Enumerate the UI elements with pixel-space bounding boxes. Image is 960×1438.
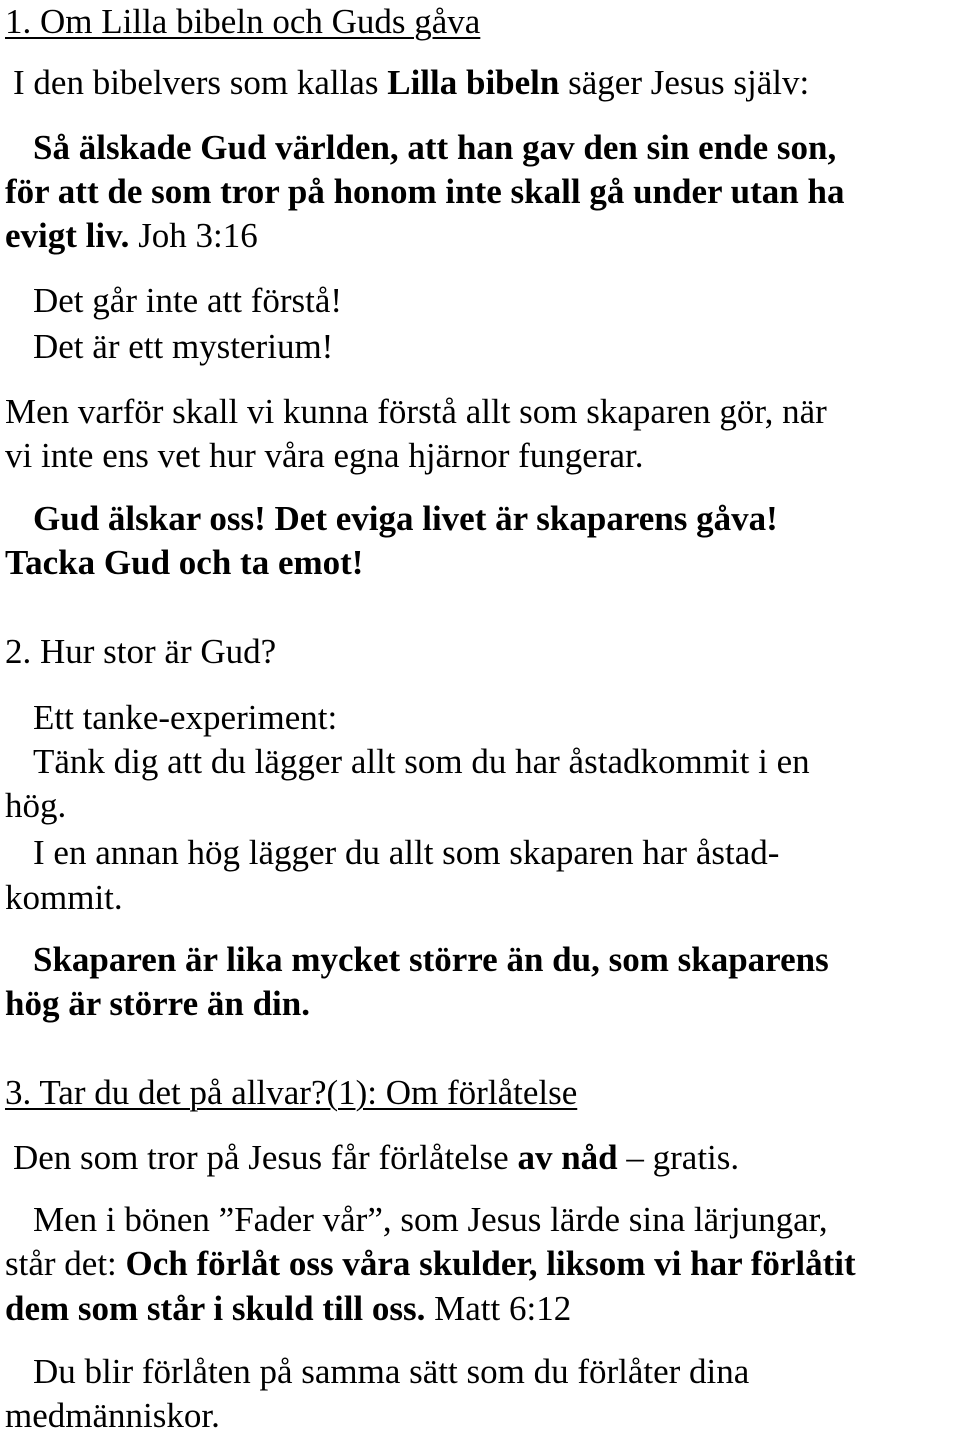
other-pile-line-1: I en annan hög lägger du allt som skaparen har åstad- <box>33 833 780 872</box>
think-line-2: hög. <box>5 786 67 825</box>
prayer-line-1: Men i bönen ”Fader vår”, som Jesus lärde sina lärjungar, <box>33 1200 828 1239</box>
mystery-line: Det är ett mysterium! <box>33 327 334 366</box>
forgiven-line-1: Du blir förlåten på samma sätt som du förlåter dina <box>33 1352 750 1391</box>
intro-bold-term: Lilla bibeln <box>387 63 560 102</box>
section-2-heading: 2. Hur stor är Gud? <box>5 632 277 671</box>
why-line-1: Men varför skall vi kunna förstå allt som skaparen gör, när <box>5 392 827 431</box>
prayer-line-2-bold: Och förlåt oss våra skulder, liksom vi har förlåtit <box>125 1244 856 1283</box>
think-line-1: Tänk dig att du lägger allt som du har åstadkommit i en <box>33 742 810 781</box>
prayer-line-2 <box>5 1242 856 1286</box>
thanks-line: Tacka Gud och ta emot! <box>5 543 364 582</box>
prayer-line-2-text: står det: <box>5 1244 126 1283</box>
section-3-heading: 3. Tar du det på allvar?(1): Om förlåtelse <box>5 1073 578 1112</box>
grace-text-end: – gratis. <box>617 1138 740 1177</box>
verse-reference: Joh 3:16 <box>129 216 258 255</box>
other-pile-line-2: kommit. <box>5 878 123 917</box>
grace-text: Den som tror på Jesus får förlåtelse <box>13 1138 518 1177</box>
experiment-line: Ett tanke-experiment: <box>33 698 338 737</box>
verse-line-3 <box>5 214 258 258</box>
love-line: Gud älskar oss! Det eviga livet är skaparens gåva! <box>33 499 778 538</box>
section-1-heading: 1. Om Lilla bibeln och Guds gåva <box>5 2 481 41</box>
verse-line-2: för att de som tror på honom inte skall gå under utan ha <box>5 172 845 211</box>
prayer-line-3-bold: dem som står i skuld till oss. <box>5 1289 426 1328</box>
bigger-line-1: Skaparen är lika mycket större än du, som skaparens <box>33 940 829 979</box>
intro-paragraph <box>13 61 809 105</box>
prayer-reference: Matt 6:12 <box>425 1289 572 1328</box>
grace-bold-term: av nåd <box>517 1138 618 1177</box>
forgiven-line-2: medmänniskor. <box>5 1396 220 1435</box>
intro-text-end: säger Jesus själv: <box>559 63 810 102</box>
grace-paragraph <box>13 1136 739 1180</box>
understand-line: Det går inte att förstå! <box>33 281 343 320</box>
prayer-line-3 <box>5 1287 571 1331</box>
why-line-2: vi inte ens vet hur våra egna hjärnor fungerar. <box>5 436 644 475</box>
verse-line-3-bold: evigt liv. <box>5 216 130 255</box>
bigger-line-2: hög är större än din. <box>5 984 310 1023</box>
verse-line-1: Så älskade Gud världen, att han gav den sin ende son, <box>33 128 837 167</box>
intro-text: I den bibelvers som kallas <box>13 63 388 102</box>
